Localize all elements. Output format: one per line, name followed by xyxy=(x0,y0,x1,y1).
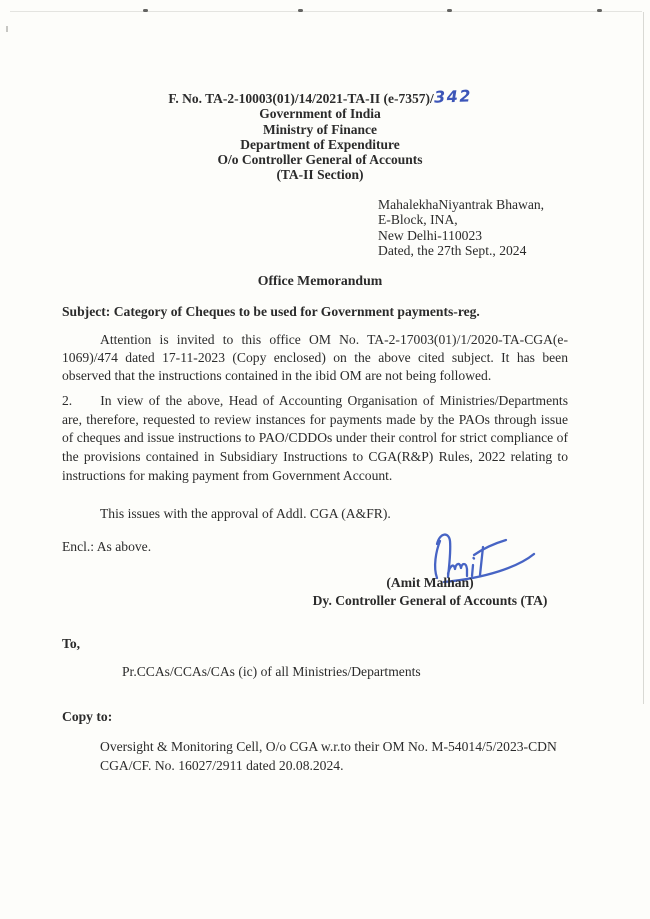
to-recipient: Pr.CCAs/CCAs/CAs (ic) of all Ministries/Departments xyxy=(122,664,421,679)
date-line: Dated, the 27th Sept., 2024 xyxy=(378,243,527,259)
paragraph-2 xyxy=(62,392,568,486)
to-label: To, xyxy=(62,636,81,651)
signatory-name: (Amit Malhan) xyxy=(386,575,474,590)
address-line: New Delhi-110023 xyxy=(378,227,483,243)
paragraph-1: Attention is invited to this office OM No. TA-2-17003(01)/1/2020-TA-CGA(e-1069)/474 dated 17-11-2023 (Copy enclosed) on the above cited subject. It has been observed that the instructions contained in the ibid OM are not being followed. xyxy=(62,332,568,384)
paragraph-2-number: 2. xyxy=(62,393,73,408)
address-block xyxy=(378,197,544,259)
signatory-block xyxy=(250,574,610,609)
copy-to-line: Oversight & Monitoring Cell, O/o CGA w.r.to their OM No. M-54014/5/2023-CDN xyxy=(100,739,557,754)
scan-right-edge-line xyxy=(643,12,644,704)
copy-to-block xyxy=(100,737,580,775)
copy-to-label: Copy to: xyxy=(62,709,113,724)
file-number: F. No. TA-2-10003(01)/14/2021-TA-II (e-7357)/ xyxy=(168,91,434,106)
memo-title: Office Memorandum xyxy=(257,273,383,288)
scan-dot xyxy=(143,9,148,12)
paragraph-2-text: In view of the above, Head of Accounting Organisation of Ministries/Departments are, therefore, requested to review instances for payments made by the PAOs through issue of cheques and issue instructions to PAO/CDDOs under their control for strict compliance of the provisions contained in Subsidiary Instructions to CGA(R&P) Rules, 2022 relating to instructions for making payment from Government Account. xyxy=(62,393,568,483)
org-line: O/o Controller General of Accounts xyxy=(217,152,423,168)
address-line: MahalekhaNiyantrak Bhawan, xyxy=(378,197,545,212)
signatory-title: Dy. Controller General of Accounts (TA) xyxy=(312,592,548,608)
scan-top-edge-line xyxy=(10,11,642,12)
org-line: Government of India xyxy=(259,106,381,122)
file-number-line xyxy=(0,86,640,107)
org-line: Department of Expenditure xyxy=(240,136,400,152)
address-line: E-Block, INA, xyxy=(378,212,458,228)
org-line: Ministry of Finance xyxy=(263,121,377,137)
scan-dot xyxy=(597,9,602,12)
scan-dot xyxy=(298,9,303,12)
copy-to-line: CGA/CF. No. 16027/2911 dated 20.08.2024. xyxy=(100,758,344,773)
file-number-handwritten: 342 xyxy=(433,86,472,107)
paragraph-3: This issues with the approval of Addl. CGA (A&FR). xyxy=(100,506,391,521)
subject-line: Subject: Category of Cheques to be used for Government payments-reg. xyxy=(62,304,480,319)
scan-speck xyxy=(6,26,8,32)
letterhead xyxy=(0,86,640,183)
scan-dot xyxy=(447,9,452,12)
org-line: (TA-II Section) xyxy=(276,167,364,183)
enclosure-note: Encl.: As above. xyxy=(62,539,152,554)
